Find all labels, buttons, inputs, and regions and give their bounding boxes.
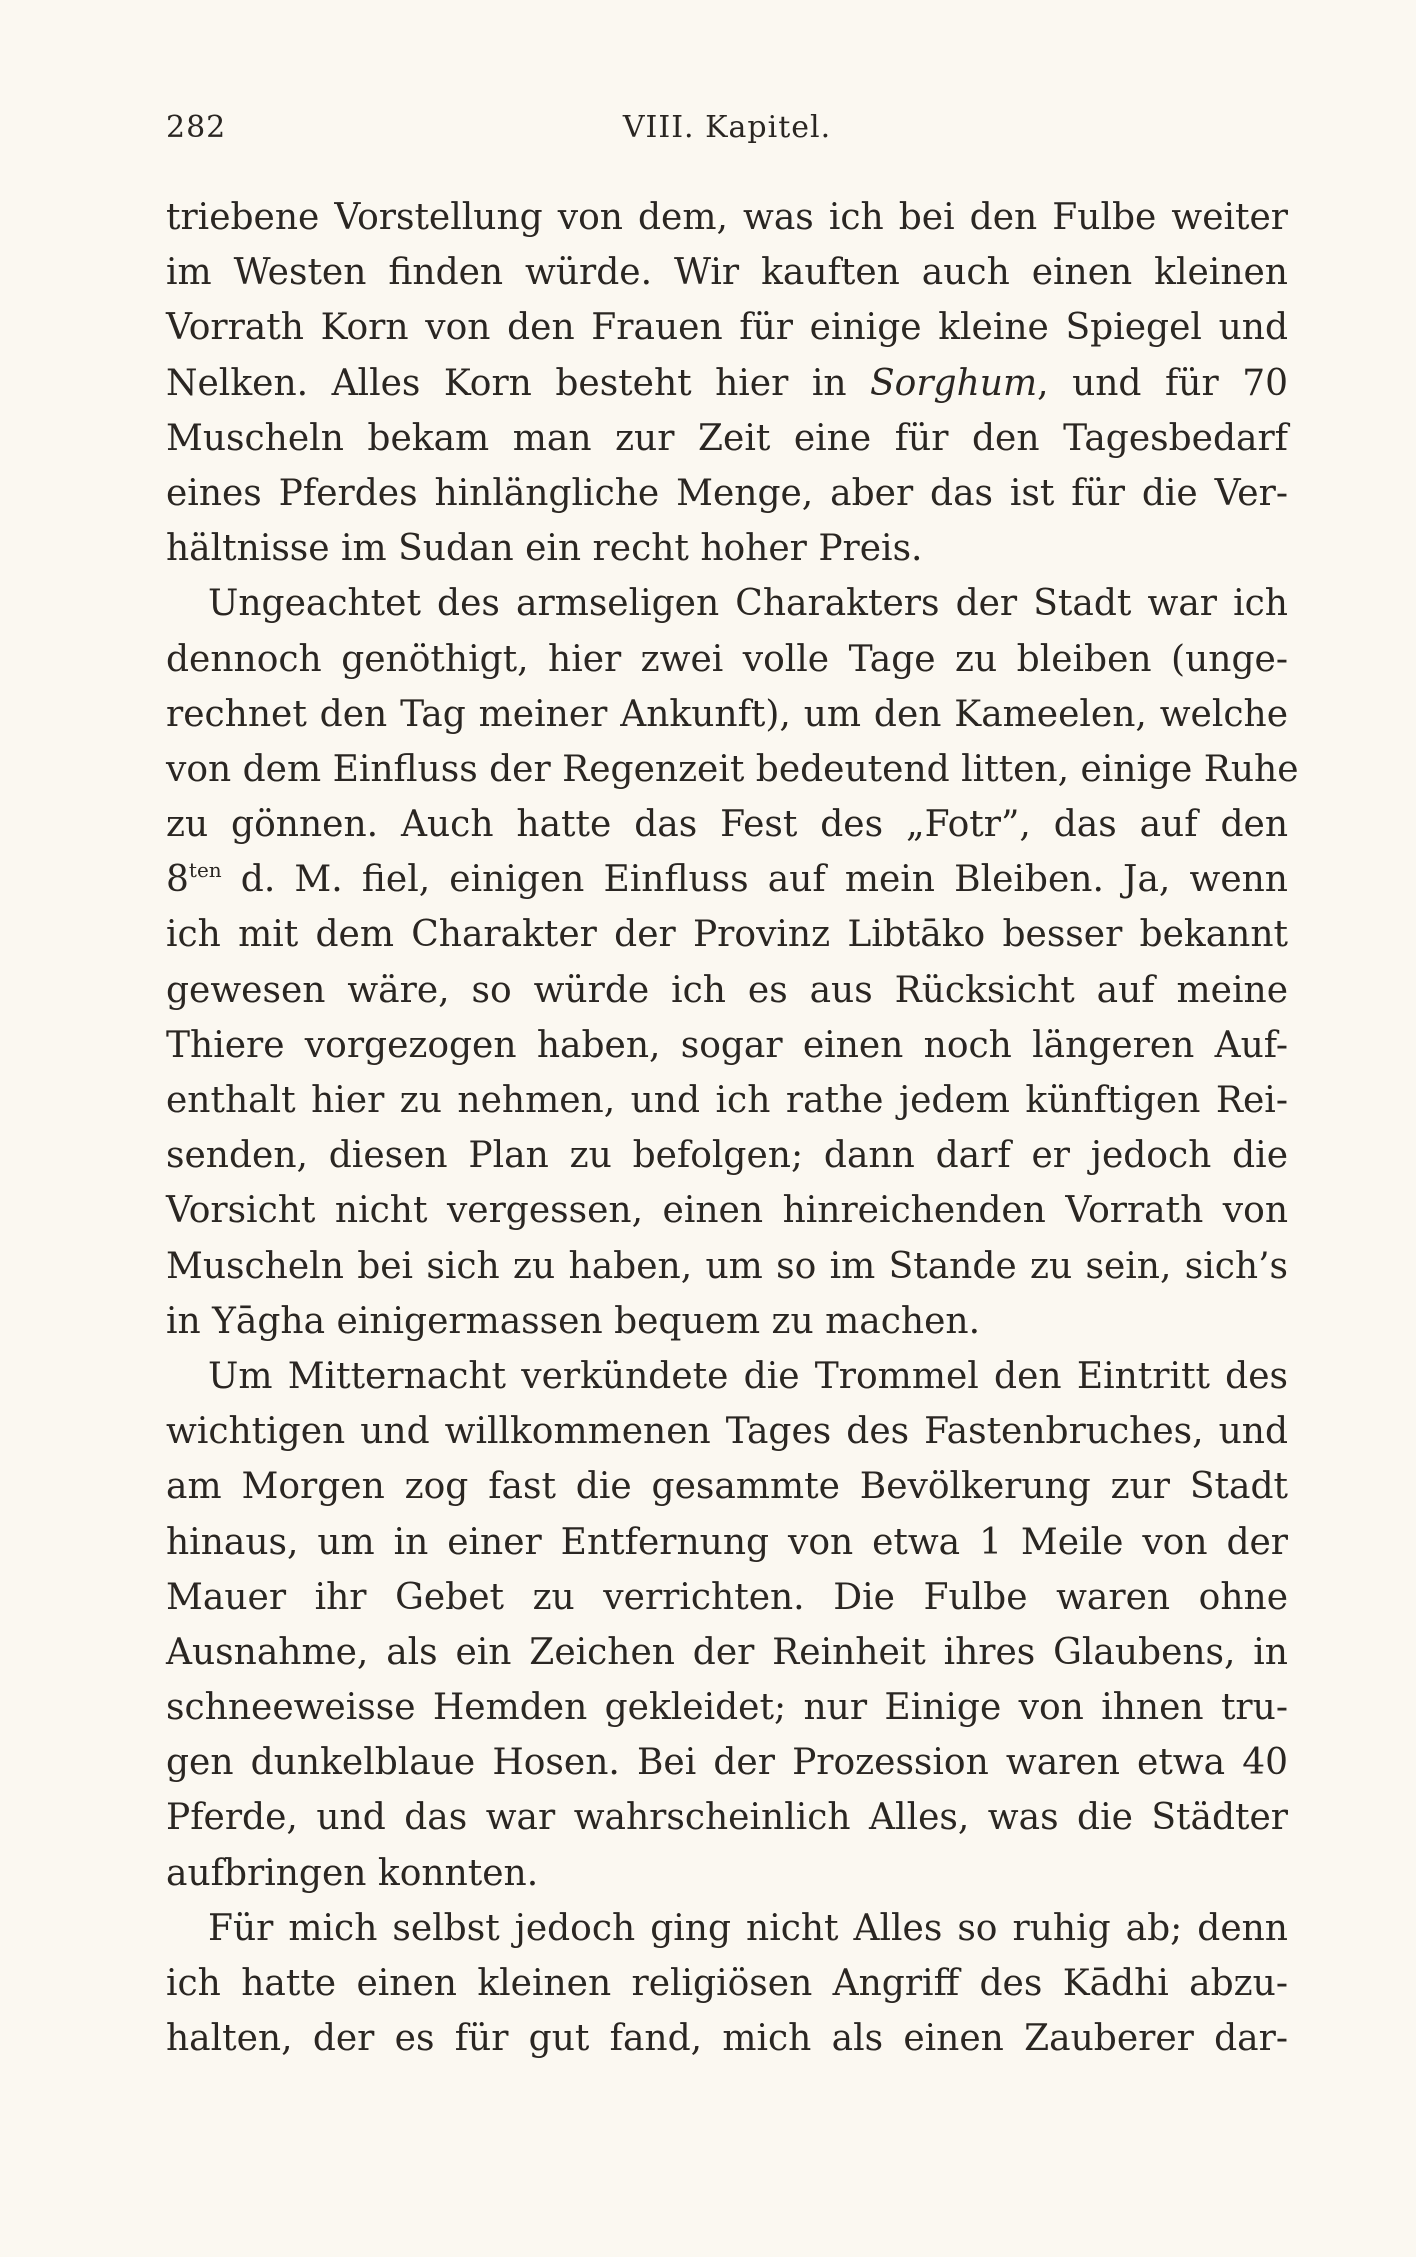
italic-term: Sorghum: [870, 362, 1038, 404]
text-line: Mauer ihr Gebet zu verrichten. Die Fulbe waren ohne: [166, 1576, 1288, 1618]
text-line: Für mich selbst jedoch ging nicht Alles so ruhig ab; denn: [208, 1907, 1288, 1949]
text-line: Ausnahme, als ein Zeichen der Reinheit ihres Glaubens, in: [166, 1631, 1288, 1673]
text-line: Um Mitternacht verkündete die Trommel den Eintritt des: [208, 1355, 1288, 1397]
text-line: Vorrath Korn von den Frauen für einige kleine Spiegel und: [166, 307, 1288, 349]
text-line: gen dunkelblaue Hosen. Bei der Prozession waren etwa 40: [166, 1742, 1288, 1784]
paragraph: [166, 1901, 1288, 2067]
page-header: [166, 110, 1288, 150]
text-line: im Westen finden würde. Wir kauften auch einen kleinen: [166, 252, 1288, 294]
text-run: Nelken. Alles Korn besteht hier in: [166, 362, 871, 404]
text-line: Muscheln bei sich zu haben, um so im Stande zu sein, sich’s: [166, 1245, 1288, 1287]
text-line: dennoch genöthigt, hier zwei volle Tage zu bleiben (unge-: [166, 638, 1288, 680]
body-text: [166, 190, 1299, 2066]
paragraph: [166, 576, 1299, 1349]
text-line: wichtigen und willkommenen Tages des Fastenbruches, und: [166, 1411, 1288, 1453]
text-line: ich hatte einen kleinen religiösen Angriff des Kādhi abzu-: [166, 1963, 1288, 2004]
text-line: enthalt hier zu nehmen, und ich rathe jedem künftigen Rei-: [166, 1080, 1288, 1121]
text-line: Ungeachtet des armseligen Charakters der Stadt war ich: [208, 583, 1288, 625]
paragraph: [166, 1349, 1288, 1901]
running-head: VIII. Kapitel.: [622, 110, 832, 145]
text-line: schneeweisse Hemden gekleidet; nur Einige von ihnen tru-: [166, 1687, 1288, 1729]
superscript: ten: [188, 858, 222, 883]
text-line: triebene Vorstellung von dem, was ich bei den Fulbe weiter: [166, 197, 1288, 238]
text-line: Thiere vorgezogen haben, sogar einen noch längeren Auf-: [166, 1024, 1288, 1066]
text-line: hältnisse im Sudan ein recht hoher Preis.: [166, 528, 923, 570]
text-line: in Yāgha einigermassen bequem zu machen.: [166, 1300, 981, 1342]
text-line: halten, der es für gut fand, mich als einen Zauberer dar-: [166, 2018, 1288, 2060]
text-line: eines Pferdes hinlängliche Menge, aber das ist für die Ver-: [166, 472, 1288, 514]
text-line: von dem Einfluss der Regenzeit bedeutend litten, einige Ruhe: [166, 748, 1299, 790]
text-line: aufbringen konnten.: [166, 1852, 539, 1894]
text-line: hinaus, um in einer Entfernung von etwa 1 Meile von der: [166, 1521, 1288, 1563]
text-line: am Morgen zog fast die gesammte Bevölkerung zur Stadt: [166, 1466, 1288, 1508]
text-line: gewesen wäre, so würde ich es aus Rücksicht auf meine: [166, 969, 1288, 1011]
text-run: , und für 70: [1037, 362, 1289, 404]
text-run: 8: [166, 859, 189, 901]
text-line: senden, diesen Plan zu befolgen; dann darf er jedoch die: [166, 1135, 1288, 1177]
text-line: Muscheln bekam man zur Zeit eine für den Tagesbedarf: [166, 417, 1288, 459]
page-number: 282: [166, 110, 227, 145]
text-line: ich mit dem Charakter der Provinz Libtāko besser bekannt: [166, 914, 1288, 956]
paragraph: [166, 190, 1288, 576]
text-line: zu gönnen. Auch hatte das Fest des „Fotr”, das auf den: [166, 804, 1288, 846]
text-line: rechnet den Tag meiner Ankunft), um den Kameelen, welche: [166, 693, 1288, 735]
text-line: [166, 356, 1288, 411]
text-line: Vorsicht nicht vergessen, einen hinreichenden Vorrath von: [166, 1190, 1288, 1232]
text-line: Pferde, und das war wahrscheinlich Alles, was die Städter: [166, 1797, 1288, 1839]
text-line: [166, 852, 1288, 907]
text-run: d. M. fiel, einigen Einfluss auf mein Bleiben. Ja, wenn: [221, 859, 1288, 901]
